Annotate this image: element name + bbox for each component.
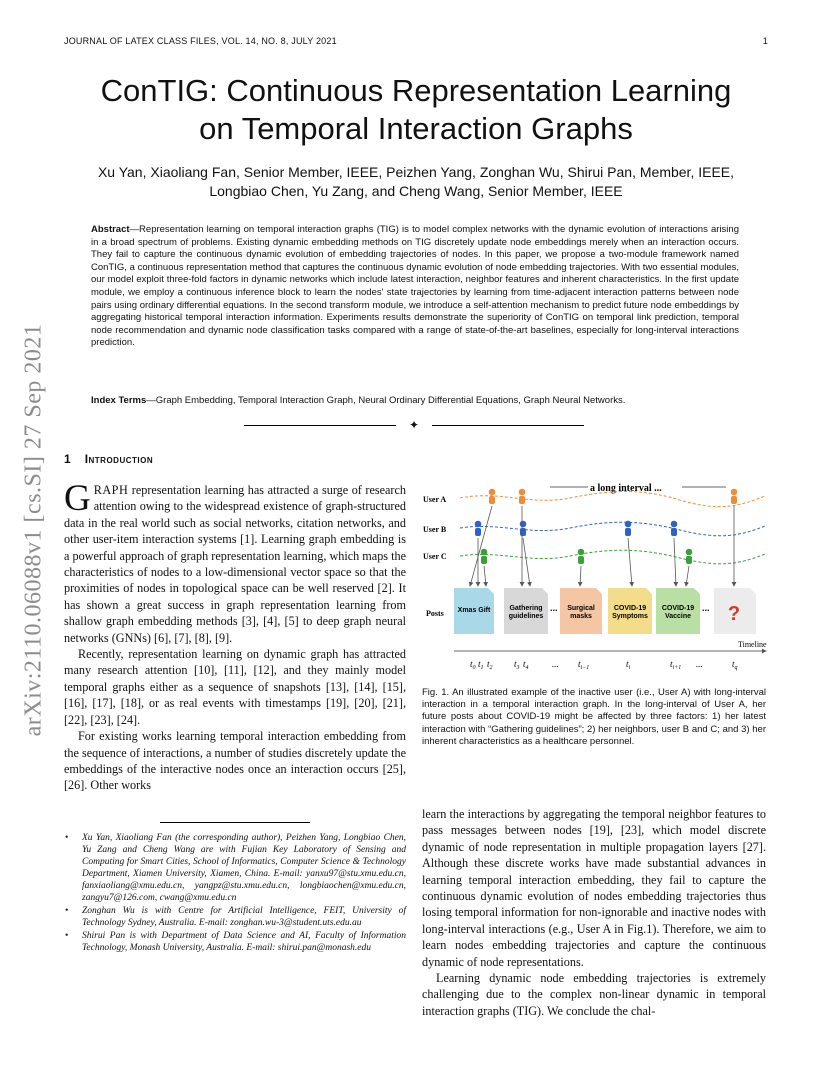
svg-text:masks: masks — [570, 613, 592, 620]
intro-paragraph-3: For existing works learning temporal interaction embedding from the sequence of interactions, a number of studies discretely update the embeddings of the interactive nodes once an interaction occurs [25], [26]. Other works — [64, 729, 406, 793]
figure-long-interval — [550, 483, 726, 494]
index-terms-label: Index Terms — [91, 395, 147, 406]
post-card — [454, 588, 494, 634]
user-label: User B — [423, 525, 447, 534]
authors-line-1: Xu Yan, Xiaoliang Fan, Senior Member, IEEE, Peizhen Yang, Zonghan Wu, Shirui Pan, Member, IEEE, — [97, 164, 735, 180]
person-icon — [489, 489, 496, 504]
post-card — [560, 588, 602, 634]
timeline — [454, 640, 767, 651]
posts-label: Posts — [426, 609, 444, 618]
question-mark: ? — [727, 603, 741, 625]
time-label: $t_i$ — [626, 659, 631, 671]
time-label: $t_3$ — [514, 659, 520, 671]
svg-text:Vaccine: Vaccine — [664, 613, 692, 620]
person-icons — [475, 489, 738, 564]
left-column-body — [64, 478, 406, 794]
author-list — [64, 163, 768, 201]
section-divider — [244, 418, 584, 432]
index-terms-text: —Graph Embedding, Temporal Interaction Graph, Neural Ordinary Differential Equations, Graph Neural Networks. — [146, 395, 626, 406]
person-icon — [686, 549, 693, 564]
ellipsis: ... — [550, 603, 558, 613]
time-label: $t_0$ — [470, 659, 476, 671]
abstract-label: Abstract — [91, 224, 130, 235]
ellipsis: ... — [702, 603, 710, 613]
page-number: 1 — [762, 36, 768, 46]
person-icon — [578, 549, 585, 564]
journal-name: JOURNAL OF LATEX CLASS FILES, VOL. 14, NO. 8, JULY 2021 — [64, 36, 337, 46]
post-card — [504, 588, 548, 634]
person-icon — [520, 521, 527, 536]
post-card — [656, 588, 700, 634]
user-c-trajectory — [460, 550, 765, 564]
section-title: Introduction — [84, 452, 154, 466]
authors-line-2: Longbiao Chen, Yu Zang, and Cheng Wang, Senior Member, IEEE — [209, 183, 623, 199]
post-card — [714, 588, 756, 634]
time-label: $t_1$ — [478, 659, 484, 671]
footnote-item: • Shirui Pan is with Department of Data Science and AI, Faculty of Information Technology, Monash University, Australia. E-mail: shirui.pan@monash.edu — [82, 930, 406, 954]
index-terms — [91, 395, 739, 408]
intro-text-1: representation learning has attracted a surge of research attention owing to the widespread existence of graph-structured data in the real world such as social networks, citation networks, and other user-item interaction systems [1]. Learning graph embedding is a powerful approach of graph representation learning, which maps the characteristics of nodes to a low-dimensional vector space so that the proximities of nodes in topological space can be well reserved [2]. It has shown a great success in graph representation learning from shallow graph embedding methods [3], [4], [5] to deep graph neural networks (GNNs) [6], [7], [8], [9]. — [64, 483, 406, 645]
right-column-body — [422, 806, 766, 1019]
long-interval-label: a long interval ... — [590, 483, 662, 494]
drop-cap: G — [64, 478, 91, 519]
footnote-item: • Xu Yan, Xiaoliang Fan (the corresponding author), Peizhen Yang, Longbiao Chen, Yu Zang and Cheng Wang are with Fujian Key Laboratory of Sensing and Computing for Smart Cities, School of Informatics, Computer Science & Technology Department, Xiamen University, Xiamen, China. E-mail: yanxu97@stu.xmu.edu.cn, fanxiaoliang@xmu.edu.cn, yangpz@stu.xmu.edu.cn, longbiaochen@xmu.edu.cn, zangyu7@126.com, cwang@xmu.edu.cn — [82, 832, 406, 904]
person-icon — [625, 521, 632, 536]
person-icon — [671, 521, 678, 536]
abstract-text: —Representation learning on temporal interaction graphs (TIG) is to model complex networks with the dynamic evolution of interactions arising in a broad spectrum of problems. Existing dynamic embedding methods on TIG discretely update node embeddings merely when an interaction occurs. They fail to capture the continuous dynamic evolution of embedding trajectories of nodes. In this paper, we propose a two-module framework named ConTIG, a continuous representation method that captures the continuous dynamic evolution of node embedding trajectories. With two essential modules, our model exploit three-fold factors in dynamic networks which include latest interaction, neighbor features and inherent characteristics. In the first update module, we employ a continuous inference block to learn the nodes' state trajectories by learning from time-adjacent interaction patterns between node pairs using ordinary differential equations. In the second transform module, we introduce a self-attention mechanism to predict future node embeddings by aggregating historical temporal interaction information. Experiments results demonstrate the superiority of ConTIG on temporal link prediction, temporal node recommendation and dynamic node classification tasks compared with a range of state-of-the-art baselines, especially for long-interval interactions prediction. — [91, 224, 739, 349]
post-card — [608, 588, 652, 634]
time-labels — [470, 659, 738, 671]
intro-paragraph-2: Recently, representation learning on dynamic graph has attracted many research attention [10], [11], [12], and they mainly model temporal graphs either as a sequence of snapshots [13], [14], [15], [16], [17], [18], or as real events with timestamps [19], [20], [21], [22], [23], [24]. — [64, 647, 406, 727]
section-heading — [64, 452, 153, 466]
person-icon — [481, 549, 488, 564]
running-header — [64, 36, 768, 46]
divider-glyph: ✦ — [409, 418, 420, 432]
small-caps-lead: RAPH — [93, 483, 129, 497]
time-label: $t_q$ — [732, 659, 738, 671]
person-icon — [519, 489, 526, 504]
right-paragraph-1: learn the interactions by aggregating the temporal neighbor features to pass messages between nodes [19], [23], which model discrete dynamic of node representation in multiple propagation layers [27]. Although these discrete works have made substantial advances in learning temporal interaction embedding, they fail to capture the continuous dynamic evolution of nodes embedding trajectories thus losing temporal information for non-ignorable and inactive nodes with long-interval interactions (e.g., User A in Fig.1). Therefore, we aim to learn nodes embedding trajectories and capture the continuous dynamic of node representations. — [422, 807, 766, 969]
svg-text:Surgical: Surgical — [567, 605, 595, 612]
time-label: ... — [552, 659, 559, 669]
timeline-label: Timeline — [738, 640, 767, 649]
arxiv-stamp — [4, 300, 64, 760]
section-number: 1 — [64, 452, 71, 466]
time-label: $t_{i+1}$ — [670, 659, 682, 671]
svg-text:guidelines: guidelines — [508, 613, 544, 620]
user-b-trajectory — [460, 522, 765, 536]
time-label: $t_4$ — [523, 659, 529, 671]
right-paragraph-2: Learning dynamic node embedding trajectories is extremely challenging due to the complex non-linear dynamic in temporal interaction graphs (TIG). We conclude the chal- — [422, 971, 766, 1018]
footnote-item: • Zonghan Wu is with Centre for Artificial Intelligence, FEIT, University of Technology Sydney, Australia. E-mail: zonghan.wu-3@student.uts.edu.au — [82, 905, 406, 929]
figure-1 — [420, 478, 768, 678]
svg-text:Xmas Gift: Xmas Gift — [457, 607, 491, 614]
intro-paragraph-1 — [64, 478, 406, 646]
abstract — [91, 224, 739, 350]
person-icon — [475, 521, 482, 536]
figure-caption: Fig. 1. An illustrated example of the inactive user (i.e., User A) with long-interval interaction in a temporal interaction graph. In the long-interval of User A, her future posts about COVID-19 might be affected by three factors: 1) her latest interaction with “Gathering guidelines”; 2) her neighbors, user B and C; and 3) her inherent characteristics as a healthcare personnel. — [422, 687, 766, 747]
svg-text:Gathering: Gathering — [509, 605, 543, 612]
svg-text:COVID-19: COVID-19 — [661, 605, 695, 612]
arxiv-stamp-text: arXiv:2110.06088v1 [cs.SI] 27 Sep 2021 — [20, 323, 47, 737]
svg-text:COVID-19: COVID-19 — [613, 605, 647, 612]
time-label: $t_2$ — [487, 659, 493, 671]
post-cards — [454, 588, 756, 634]
svg-text:Symptoms: Symptoms — [612, 613, 648, 620]
user-label: User A — [423, 495, 447, 504]
person-icon — [731, 489, 738, 504]
title-line-2: on Temporal Interaction Graphs — [199, 111, 633, 146]
footnotes — [64, 832, 406, 955]
user-label: User C — [423, 552, 447, 561]
time-label: $t_{i-1}$ — [578, 659, 590, 671]
time-label: ... — [696, 659, 703, 669]
paper-title — [64, 72, 768, 148]
title-line-1: ConTIG: Continuous Representation Learning — [100, 73, 732, 108]
interaction-arrows — [470, 506, 734, 586]
user-labels — [423, 495, 447, 618]
footnote-rule — [160, 822, 310, 823]
